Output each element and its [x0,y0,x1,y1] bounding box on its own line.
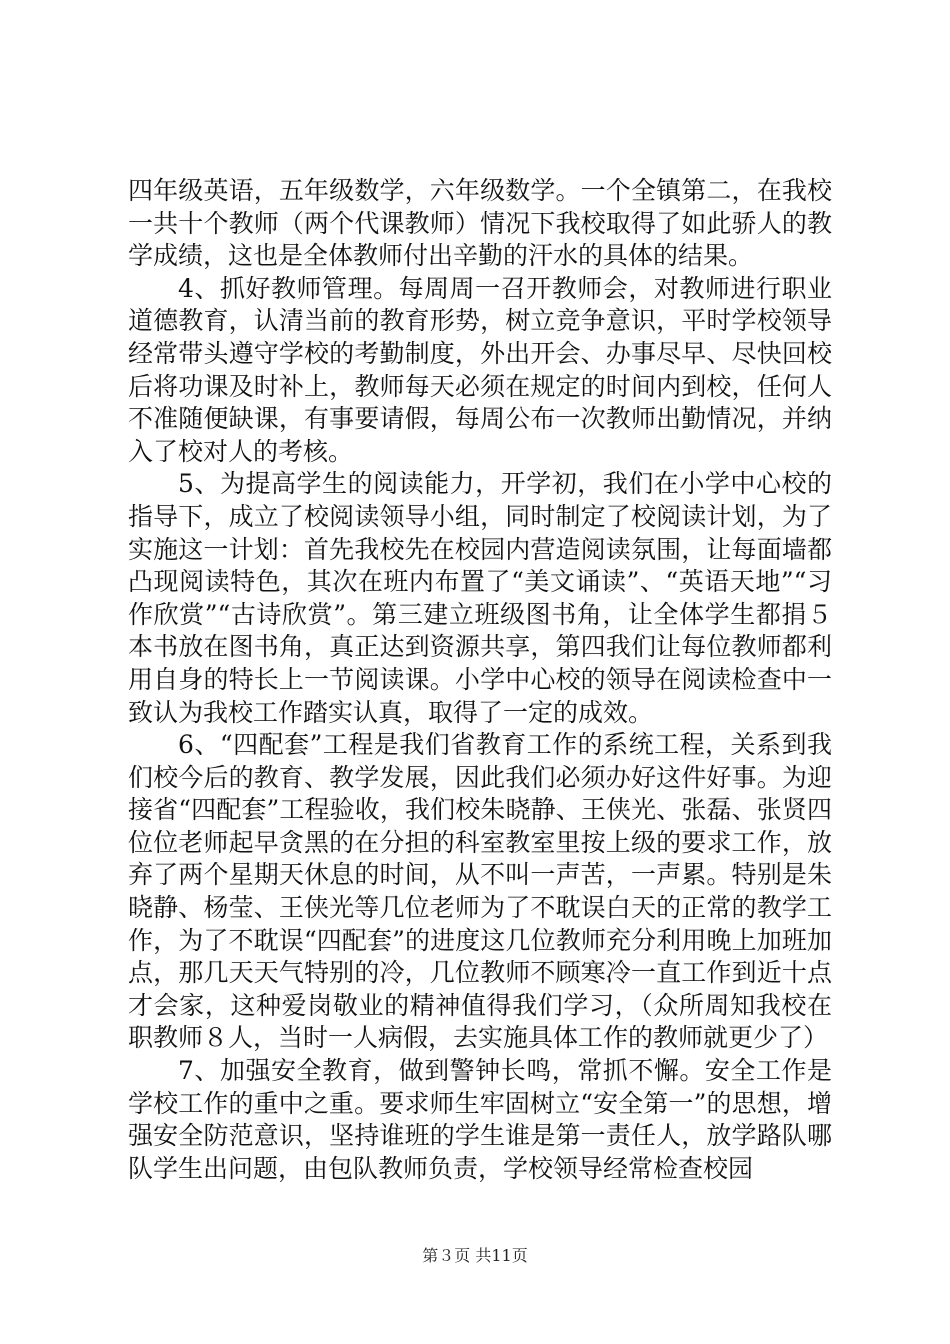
paragraph-safety-education: 7、加强安全教育，做到警钟长鸣，常抓不懈。安全工作是学校工作的重中之重。要求师生牢固树立“安全第一”的思想，增强安全防范意识，坚持谁班的学生谁是第一责任人，放学路队哪队学生出问题，由包队教师负责，学校领导经常检查校园 [128,1056,832,1183]
paragraph-reading-ability: 5、为提高学生的阅读能力，开学初，我们在小学中心校的指导下，成立了校阅读领导小组，同时制定了校阅读计划，为了实施这一计划：首先我校先在校园内营造阅读氛围，让每面墙都凸现阅读特色，其次在班内布置了“美文诵读”、“英语天地”“习作欣赏”“古诗欣赏”。第三建立班级图书角，让全体学生都捐５本书放在图书角，真正达到资源共享，第四我们让每位教师都利用自身的特长上一节阅读课。小学中心校的领导在阅读检查中一致认为我校工作踏实认真，取得了一定的成效。 [128,469,832,727]
paragraph-intro-continuation: 四年级英语，五年级数学，六年级数学。一个全镇第二，在我校一共十个教师（两个代课教师）情况下我校取得了如此骄人的教学成绩，这也是全体教师付出辛勤的汗水的具体的结果。 [128,176,832,271]
paragraph-teacher-management: 4、抓好教师管理。每周周一召开教师会，对教师进行职业道德教育，认清当前的教育形势，树立竞争意识，平时学校领导经常带头遵守学校的考勤制度，外出开会、办事尽早、尽快回校后将功课及时补上，教师每天必须在规定的时间内到校，任何人不准随便缺课，有事要请假，每周公布一次教师出勤情况，并纳入了校对人的考核。 [128,273,832,466]
page-number-footer: 第３页 共11页 [422,1246,528,1265]
document-body [128,175,832,1185]
paragraph-four-supporting-project: 6、“四配套”工程是我们省教育工作的系统工程，关系到我们校今后的教育、教学发展，因此我们必须办好这件好事。为迎接省“四配套”工程验收，我们校朱晓静、王侠光、张磊、张贤四位位老师起早贪黑的在分担的科室教室里按上级的要求工作，放弃了两个星期天休息的时间，从不叫一声苦，一声累。特别是朱晓静、杨莹、王侠光等几位老师为了不耽误白天的正常的教学工作，为了不耽误“四配套”的进度这几位教师充分利用晚上加班加点，那几天天气特别的冷，几位教师不顾寒冷一直工作到近十点才会家，这种爱岗敬业的精神值得我们学习，（众所周知我校在职教师８人，当时一人病假，去实施具体工作的教师就更少了） [128,730,832,1053]
